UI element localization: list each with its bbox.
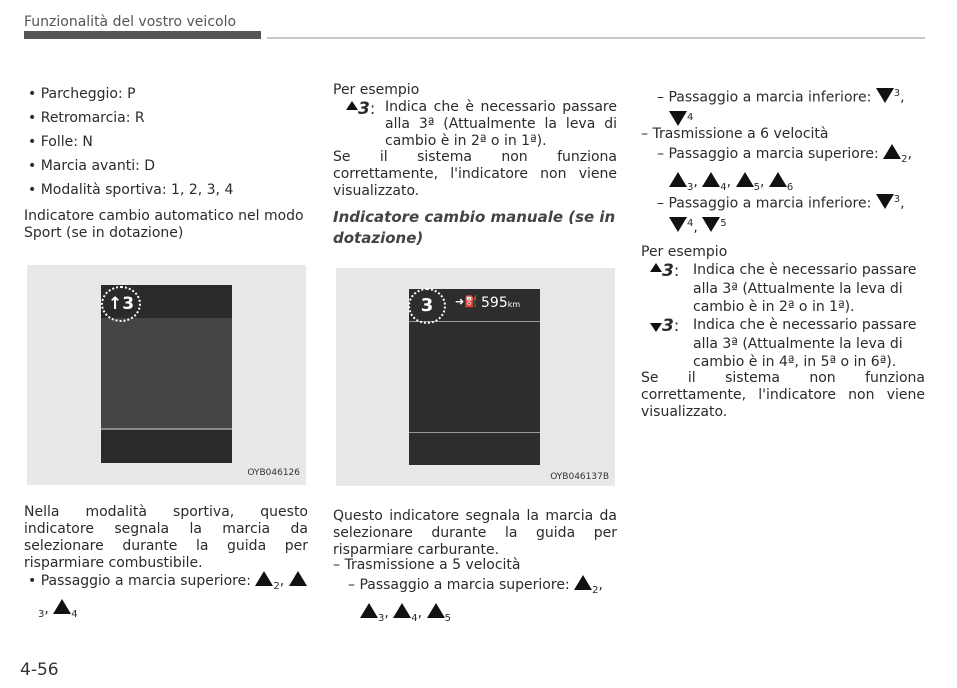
list-item: • Folle: N [28, 134, 93, 150]
list-item: • Marcia avanti: D [28, 158, 156, 174]
auto-indicator-heading: Indicatore cambio automatico nel modo Sport (se in dotazione) [24, 208, 304, 241]
downshift-icon [702, 217, 720, 232]
section-title: Funzionalità del vostro veicolo [24, 14, 237, 30]
list-item: • Retromarcia: R [28, 110, 145, 126]
upshift-icon [53, 599, 71, 614]
example-label: Per esempio [333, 82, 420, 98]
figure-caption: OYB046126 [247, 468, 300, 478]
trans5-downshift: – Passaggio a marcia inferiore: $^3$, $^4$ [657, 84, 929, 131]
downshift-example-icon: 3: [650, 316, 679, 336]
page-number: 4-56 [20, 660, 59, 680]
manual-cluster-figure [336, 268, 615, 486]
malfunction-note: Se il sistema non funziona correttamente, l'indicatore non viene visualizzato. [641, 370, 925, 420]
downshift-example-text: Indica che è necessario passare alla 3ª (Attualmente la leva di cambio è in 4ª, in 5ª o in 6ª). [693, 317, 917, 370]
upshift-icon [289, 571, 307, 586]
downshift-icon [876, 88, 894, 103]
manual-indicator-heading: Indicatore cambio manuale (se in dotazione) [333, 208, 616, 247]
header-rule-dark [24, 31, 261, 39]
trans6-label: – Trasmissione a 6 velocità [641, 126, 829, 142]
fuel-icon: ➜⛽ [455, 295, 478, 308]
example-text: Indica che è necessario passare alla 3ª (Attualmente la leva di cambio è in 2ª o in 1ª). [385, 99, 617, 149]
upshift-line: • Passaggio a marcia superiore: $_2$, $_3$, $_4$ [28, 570, 312, 626]
figure-caption: OYB046137B [550, 472, 609, 482]
upshift-icon [736, 172, 754, 187]
gear-list [28, 82, 308, 202]
list-item: • Modalità sportiva: 1, 2, 3, 4 [28, 182, 234, 198]
trans5-label: – Trasmissione a 5 velocità [333, 557, 521, 573]
upshift-example-icon: 3: [650, 261, 679, 281]
list-item: • Parcheggio: P [28, 86, 136, 102]
header-rule-light [267, 37, 925, 39]
upshift-icon [702, 172, 720, 187]
shift-indicator-icon: ↑3 [101, 286, 141, 322]
sport-mode-paragraph: Nella modalità sportiva, questo indicatore segnala la marcia da selezionare durante la guida per risparmiare combustibile. [24, 504, 308, 571]
upshift-icon [769, 172, 787, 187]
trans6-downshift: – Passaggio a marcia inferiore: $^3$, $^4$, $^5$ [657, 194, 905, 236]
trans6-upshift: – Passaggio a marcia superiore: $_2$, $_3$, $_4$, $_5$, $_6$ [657, 146, 912, 193]
upshift-icon [427, 603, 445, 618]
downshift-icon [669, 111, 687, 126]
malfunction-note: Se il sistema non funziona correttamente, l'indicatore non viene visualizzato. [333, 149, 617, 199]
upshift-icon [669, 172, 687, 187]
downshift-icon [669, 217, 687, 232]
upshift-icon [574, 575, 592, 590]
upshift-icon [255, 571, 273, 586]
auto-cluster-figure [27, 265, 306, 485]
range-readout: 595km [481, 295, 521, 311]
example-label: Per esempio [641, 244, 728, 260]
upshift-icon [883, 144, 901, 159]
downshift-icon [876, 194, 894, 209]
upshift-icon [393, 603, 411, 618]
gear-indicator-icon: 3 [408, 288, 446, 324]
upshift-example-text: Indica che è necessario passare alla 3ª (Attualmente la leva di cambio è in 2ª o in 1ª). [693, 262, 917, 315]
upshift-example-icon: 3: [346, 99, 375, 119]
manual-paragraph: Questo indicatore segnala la marcia da selezionare durante la guida per risparmiare carburante. [333, 508, 617, 558]
upshift-icon [360, 603, 378, 618]
trans5-upshift: – Passaggio a marcia superiore: $_2$, $_3$, $_4$, $_5$ [348, 577, 603, 624]
